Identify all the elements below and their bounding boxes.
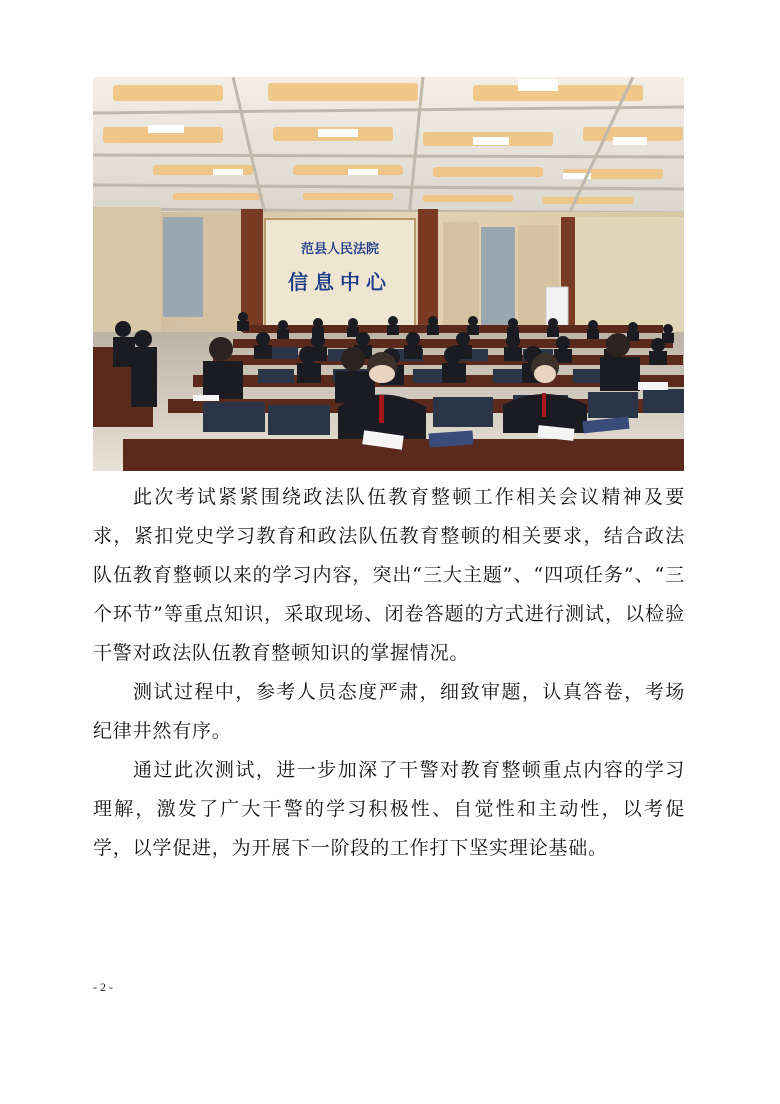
paragraph-exam-outcome: 通过此次测试，进一步加深了干警对教育整顿重点内容的学习理解，激发了广大干警的学习积极性、自觉性和主动性，以考促学，以学促进，为开展下一阶段的工作打下坚实理论基础。	[93, 759, 685, 859]
paragraph-exam-purpose: 此次考试紧紧围绕政法队伍教育整顿工作相关会议精神及要求，紧扣党史学习教育和政法队伍教育整顿的相关要求，结合政法队伍教育整顿以来的学习内容，突出“三大主题”、“四项任务”、“三个环节”等重点知识，采取现场、闭卷答题的方式进行测试，以检验干警对政法队伍教育整顿知识的掌握情况。	[93, 486, 685, 664]
sign-line-2: 信息中心	[288, 270, 392, 294]
page-number: - 2 -	[93, 980, 113, 994]
photo-illustration	[93, 77, 684, 471]
sign-line-1: 范县人民法院	[300, 242, 380, 257]
article-body	[93, 478, 685, 868]
exam-room-photo	[93, 77, 684, 471]
paragraph-exam-process: 测试过程中，参考人员态度严肃，细致审题，认真答卷，考场纪律井然有序。	[93, 681, 685, 742]
